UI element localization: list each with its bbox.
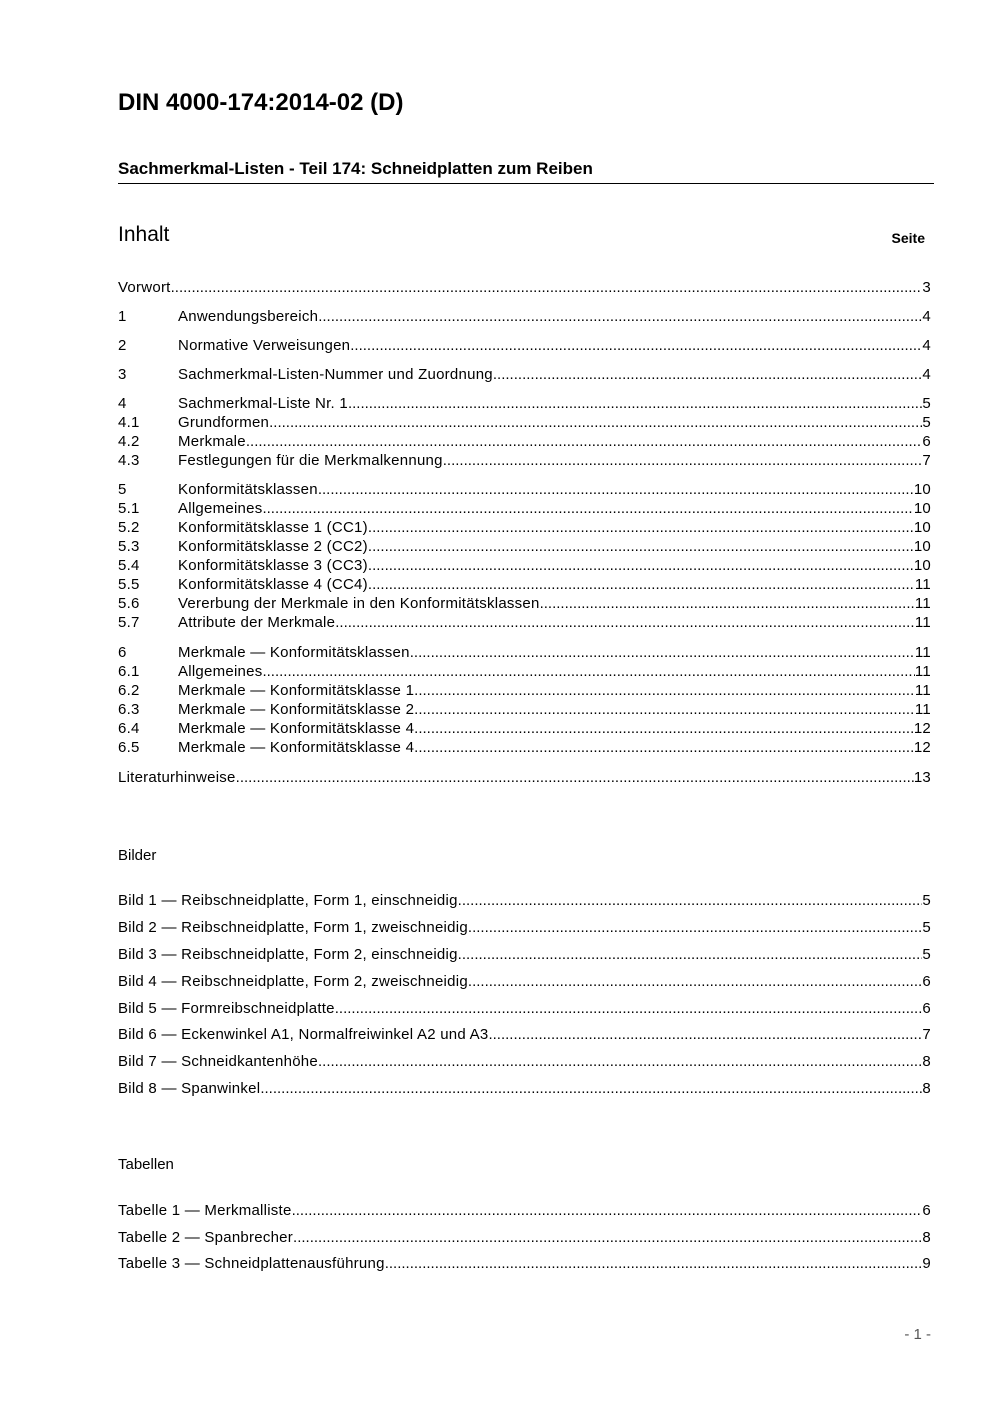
leader-dots xyxy=(318,481,914,498)
toc-entry-page: 12 xyxy=(913,739,931,756)
toc-entry-title: Allgemeines xyxy=(178,500,263,517)
toc-entry-title: Konformitätsklasse 2 (CC2) xyxy=(178,538,368,555)
toc-entry-literaturhinweise[interactable] xyxy=(118,769,931,788)
toc-entry-number: 5.1 xyxy=(118,500,140,517)
leader-dots xyxy=(368,557,914,574)
toc-entry-title: Normative Verweisungen xyxy=(178,337,351,354)
toc-entry-page: 10 xyxy=(913,557,931,574)
toc-entry-title: Anwendungsbereich xyxy=(178,308,319,325)
figure-entry-title: Bild 6 — Eckenwinkel A1, Normalfreiwinkel A2 und A3 xyxy=(118,1026,489,1043)
toc-entry-number: 5.5 xyxy=(118,576,140,593)
leader-dots xyxy=(414,682,915,699)
table-entry[interactable] xyxy=(118,1255,931,1274)
toc-entry-title: Konformitätsklassen xyxy=(178,481,318,498)
toc-entry-title: Vorwort xyxy=(118,279,171,296)
toc-entry-page: 10 xyxy=(913,538,931,555)
toc-entry-title: Grundformen xyxy=(178,414,270,431)
figures-section-label: Bilder xyxy=(118,847,157,864)
figure-entry-title: Bild 4 — Reibschneidplatte, Form 2, zweischneidig xyxy=(118,973,468,990)
toc-entry-number: 5.3 xyxy=(118,538,140,555)
leader-dots xyxy=(335,1000,923,1017)
figure-entry-page: 8 xyxy=(922,1080,931,1097)
toc-entry-page: 10 xyxy=(913,481,931,498)
toc-entry-page: 5 xyxy=(922,414,931,431)
table-entry-title: Tabelle 2 — Spanbrecher xyxy=(118,1229,294,1246)
leader-dots xyxy=(171,279,923,296)
figure-entry-title: Bild 8 — Spanwinkel xyxy=(118,1080,261,1097)
figure-entry[interactable] xyxy=(118,1080,931,1099)
toc-entry[interactable] xyxy=(118,433,931,452)
figure-entry[interactable] xyxy=(118,1026,931,1045)
toc-entry[interactable] xyxy=(118,519,931,538)
page-column-label: Seite xyxy=(891,230,925,246)
toc-entry[interactable] xyxy=(118,644,931,663)
table-entry-title: Tabelle 1 — Merkmalliste xyxy=(118,1202,292,1219)
figure-entry-title: Bild 3 — Reibschneidplatte, Form 2, einschneidig xyxy=(118,946,458,963)
toc-entry-number: 4.3 xyxy=(118,452,140,469)
toc-entry-page: 7 xyxy=(922,452,931,469)
toc-entry-title: Literaturhinweise xyxy=(118,769,236,786)
toc-entry-number: 2 xyxy=(118,337,127,354)
toc-entry[interactable] xyxy=(118,500,931,519)
toc-entry-number: 6.1 xyxy=(118,663,140,680)
document-subtitle: Sachmerkmal-Listen - Teil 174: Schneidplatten zum Reiben xyxy=(118,159,593,178)
figure-entry-page: 5 xyxy=(922,892,931,909)
leader-dots xyxy=(488,1026,922,1043)
leader-dots xyxy=(443,452,923,469)
leader-dots xyxy=(350,337,922,354)
toc-entry-title: Konformitätsklasse 1 (CC1) xyxy=(178,519,368,536)
toc-entry-title: Sachmerkmal-Listen-Nummer und Zuordnung xyxy=(178,366,493,383)
toc-entry-page: 3 xyxy=(922,279,931,296)
toc-entry-page: 11 xyxy=(914,595,931,612)
figure-entry-page: 7 xyxy=(922,1026,931,1043)
figure-entry-title: Bild 5 — Formreibschneidplatte xyxy=(118,1000,335,1017)
toc-entry-page: 11 xyxy=(914,614,931,631)
toc-entry-number: 4 xyxy=(118,395,127,412)
toc-entry[interactable] xyxy=(118,701,931,720)
leader-dots xyxy=(458,946,923,963)
toc-entry-title: Allgemeines xyxy=(178,663,263,680)
figure-entry-page: 6 xyxy=(922,973,931,990)
leader-dots xyxy=(269,414,922,431)
figure-entry-page: 8 xyxy=(922,1053,931,1070)
leader-dots xyxy=(293,1229,922,1246)
leader-dots xyxy=(468,919,922,936)
toc-entry[interactable] xyxy=(118,308,931,327)
toc-entry-number: 1 xyxy=(118,308,127,325)
toc-entry-vorwort[interactable] xyxy=(118,279,931,298)
leader-dots xyxy=(414,720,914,737)
leader-dots xyxy=(368,576,915,593)
figure-entry[interactable] xyxy=(118,946,931,965)
toc-entry-page: 11 xyxy=(914,682,931,699)
toc-entry-page: 11 xyxy=(914,701,931,718)
toc-entry[interactable] xyxy=(118,452,931,471)
table-entry-page: 9 xyxy=(922,1255,931,1272)
toc-entry-page: 5 xyxy=(922,395,931,412)
figure-entry[interactable] xyxy=(118,973,931,992)
toc-entry-number: 5.6 xyxy=(118,595,140,612)
table-entry-page: 8 xyxy=(922,1229,931,1246)
leader-dots xyxy=(348,395,922,412)
toc-entry-number: 6.5 xyxy=(118,739,140,756)
toc-entry-page: 12 xyxy=(913,720,931,737)
leader-dots xyxy=(318,308,922,325)
leader-dots xyxy=(262,500,913,517)
toc-entry-number: 6.2 xyxy=(118,682,140,699)
toc-entry-title: Festlegungen für die Merkmalkennung xyxy=(178,452,443,469)
toc-entry-title: Konformitätsklasse 4 (CC4) xyxy=(178,576,368,593)
document-id: DIN 4000-174:2014-02 (D) xyxy=(118,89,404,116)
figure-entry-page: 6 xyxy=(922,1000,931,1017)
toc-entry-number: 6.4 xyxy=(118,720,140,737)
leader-dots xyxy=(414,739,914,756)
toc-entry-page: 4 xyxy=(922,308,931,325)
toc-entry-title: Merkmale — Konformitätsklasse 4 xyxy=(178,720,415,737)
toc-entry-number: 5.2 xyxy=(118,519,140,536)
figure-entry-title: Bild 2 — Reibschneidplatte, Form 1, zweischneidig xyxy=(118,919,468,936)
toc-entry-title: Merkmale — Konformitätsklassen xyxy=(178,644,410,661)
figure-entry[interactable] xyxy=(118,892,931,911)
tables-section-label: Tabellen xyxy=(118,1156,174,1173)
toc-entry-number: 6 xyxy=(118,644,127,661)
toc-entry-title: Merkmale — Konformitätsklasse 4 xyxy=(178,739,415,756)
toc-entry-page: 10 xyxy=(913,519,931,536)
leader-dots xyxy=(385,1255,923,1272)
toc-entry[interactable] xyxy=(118,337,931,356)
toc-entry[interactable] xyxy=(118,614,931,633)
toc-entry-number: 5.7 xyxy=(118,614,140,631)
toc-entry[interactable] xyxy=(118,414,931,433)
leader-dots xyxy=(468,973,922,990)
table-entry-title: Tabelle 3 — Schneidplattenausführung xyxy=(118,1255,385,1272)
toc-entry[interactable] xyxy=(118,557,931,576)
toc-entry-title: Merkmale — Konformitätsklasse 1 xyxy=(178,682,415,699)
toc-entry-page: 11 xyxy=(914,576,931,593)
toc-entry-number: 5.4 xyxy=(118,557,140,574)
toc-entry-number: 4.2 xyxy=(118,433,140,450)
leader-dots xyxy=(262,663,914,680)
toc-entry-title: Konformitätsklasse 3 (CC3) xyxy=(178,557,368,574)
figure-entry[interactable] xyxy=(118,919,931,938)
toc-entry-title: Sachmerkmal-Liste Nr. 1 xyxy=(178,395,348,412)
leader-dots xyxy=(368,538,914,555)
leader-dots xyxy=(292,1202,923,1219)
figure-entry[interactable] xyxy=(118,1053,931,1072)
leader-dots xyxy=(368,519,914,536)
toc-entry-number: 4.1 xyxy=(118,414,140,431)
figure-entry-title: Bild 7 — Schneidkantenhöhe xyxy=(118,1053,318,1070)
toc-entry-page: 6 xyxy=(922,433,931,450)
toc-entry-page: 13 xyxy=(913,769,931,786)
toc-entry-page: 4 xyxy=(922,337,931,354)
page-number: - 1 - xyxy=(904,1326,931,1343)
leader-dots xyxy=(246,433,923,450)
toc-entry-title: Merkmale — Konformitätsklasse 2 xyxy=(178,701,415,718)
toc-entry[interactable] xyxy=(118,395,931,414)
leader-dots xyxy=(410,644,915,661)
leader-dots xyxy=(493,366,923,383)
leader-dots xyxy=(260,1080,922,1097)
toc-entry-page: 4 xyxy=(922,366,931,383)
leader-dots xyxy=(414,701,915,718)
toc-entry[interactable] xyxy=(118,538,931,557)
title-divider xyxy=(118,183,934,184)
leader-dots xyxy=(236,769,914,786)
figure-entry-page: 5 xyxy=(922,946,931,963)
leader-dots xyxy=(540,595,915,612)
leader-dots xyxy=(458,892,923,909)
toc-entry-title: Attribute der Merkmale xyxy=(178,614,336,631)
table-entry[interactable] xyxy=(118,1229,931,1248)
toc-entry[interactable] xyxy=(118,682,931,701)
figure-entry[interactable] xyxy=(118,1000,931,1019)
toc-entry-title: Vererbung der Merkmale in den Konformitätsklassen xyxy=(178,595,540,612)
toc-entry[interactable] xyxy=(118,663,931,682)
leader-dots xyxy=(335,614,915,631)
toc-entry[interactable] xyxy=(118,481,931,500)
table-entry-page: 6 xyxy=(922,1202,931,1219)
toc-entry-page: 11 xyxy=(914,663,931,680)
toc-entry[interactable] xyxy=(118,739,931,758)
toc-entry[interactable] xyxy=(118,595,931,614)
toc-entry-number: 6.3 xyxy=(118,701,140,718)
table-entry[interactable] xyxy=(118,1202,931,1221)
toc-entry[interactable] xyxy=(118,720,931,739)
toc-heading: Inhalt xyxy=(118,223,170,246)
toc-entry-title: Merkmale xyxy=(178,433,246,450)
toc-entry-page: 11 xyxy=(914,644,931,661)
toc-entry[interactable] xyxy=(118,366,931,385)
toc-entry-number: 5 xyxy=(118,481,127,498)
figure-entry-page: 5 xyxy=(922,919,931,936)
toc-entry-number: 3 xyxy=(118,366,127,383)
leader-dots xyxy=(318,1053,922,1070)
toc-entry[interactable] xyxy=(118,576,931,595)
toc-entry-page: 10 xyxy=(913,500,931,517)
figure-entry-title: Bild 1 — Reibschneidplatte, Form 1, einschneidig xyxy=(118,892,458,909)
